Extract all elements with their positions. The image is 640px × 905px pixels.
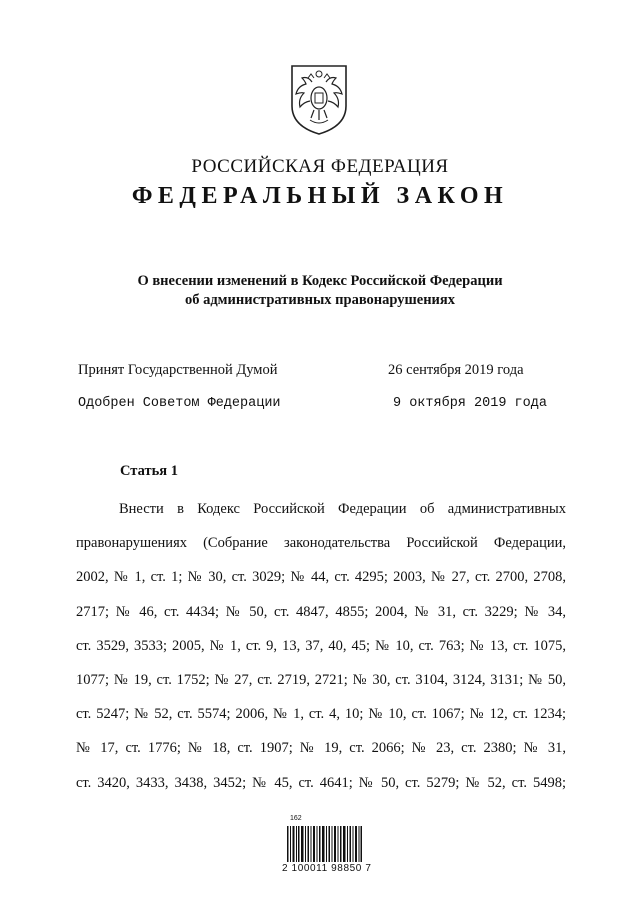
law-title-line-2: об административных правонарушениях: [184, 292, 456, 308]
body-line: ст. 3420, 3433, 3438, 3452; № 45, ст. 4641; № 50, ст. 5279; № 52, ст. 5498;: [76, 774, 566, 791]
coat-of-arms-emblem: [288, 64, 350, 136]
law-title: [0, 272, 640, 310]
body-line: 2717; № 46, ст. 4434; № 50, ст. 4847, 4855; 2004, № 31, ст. 3229; № 34,: [76, 603, 566, 620]
council-label: Одобрен Советом Федерации: [78, 396, 281, 411]
body-line: 2002, № 1, ст. 1; № 30, ст. 3029; № 44, ст. 4295; 2003, № 27, ст. 2700, 2708,: [76, 569, 566, 586]
body-line: № 17, ст. 1776; № 18, ст. 1907; № 19, ст. 2066; № 23, ст. 2380; № 31,: [76, 740, 566, 757]
document-type: ФЕДЕРАЛЬНЫЙ ЗАКОН: [131, 183, 509, 209]
article-heading: Статья 1: [120, 463, 178, 479]
duma-date: 26 сентября 2019 года: [388, 362, 524, 378]
council-date: 9 октября 2019 года: [393, 396, 547, 411]
body-line: правонарушениях (Собрание законодательства Российской Федерации,: [76, 535, 566, 552]
barcode: [287, 820, 362, 862]
barcode-note: 162: [290, 815, 302, 822]
body-line: Внести в Кодекс Российской Федерации об административных: [119, 501, 566, 517]
law-title-line-1: О внесении изменений в Кодекс Российской Федерации: [137, 273, 503, 289]
body-line: ст. 5247; № 52, ст. 5574; 2006, № 1, ст. 4, 10; № 10, ст. 1067; № 12, ст. 1234;: [76, 706, 566, 723]
body-line: 1077; № 19, ст. 1752; № 27, ст. 2719, 2721; № 30, ст. 3104, 3124, 3131; № 50,: [76, 671, 566, 688]
barcode-number: 2 100011 98850 7: [282, 863, 372, 874]
body-line: ст. 3529, 3533; 2005, № 1, ст. 9, 13, 37, 40, 45; № 10, ст. 763; № 13, ст. 1075,: [76, 637, 566, 654]
article-body: [76, 492, 566, 800]
country-name: РОССИЙСКАЯ ФЕДЕРАЦИЯ: [191, 156, 449, 177]
duma-label: Принят Государственной Думой: [78, 362, 278, 378]
